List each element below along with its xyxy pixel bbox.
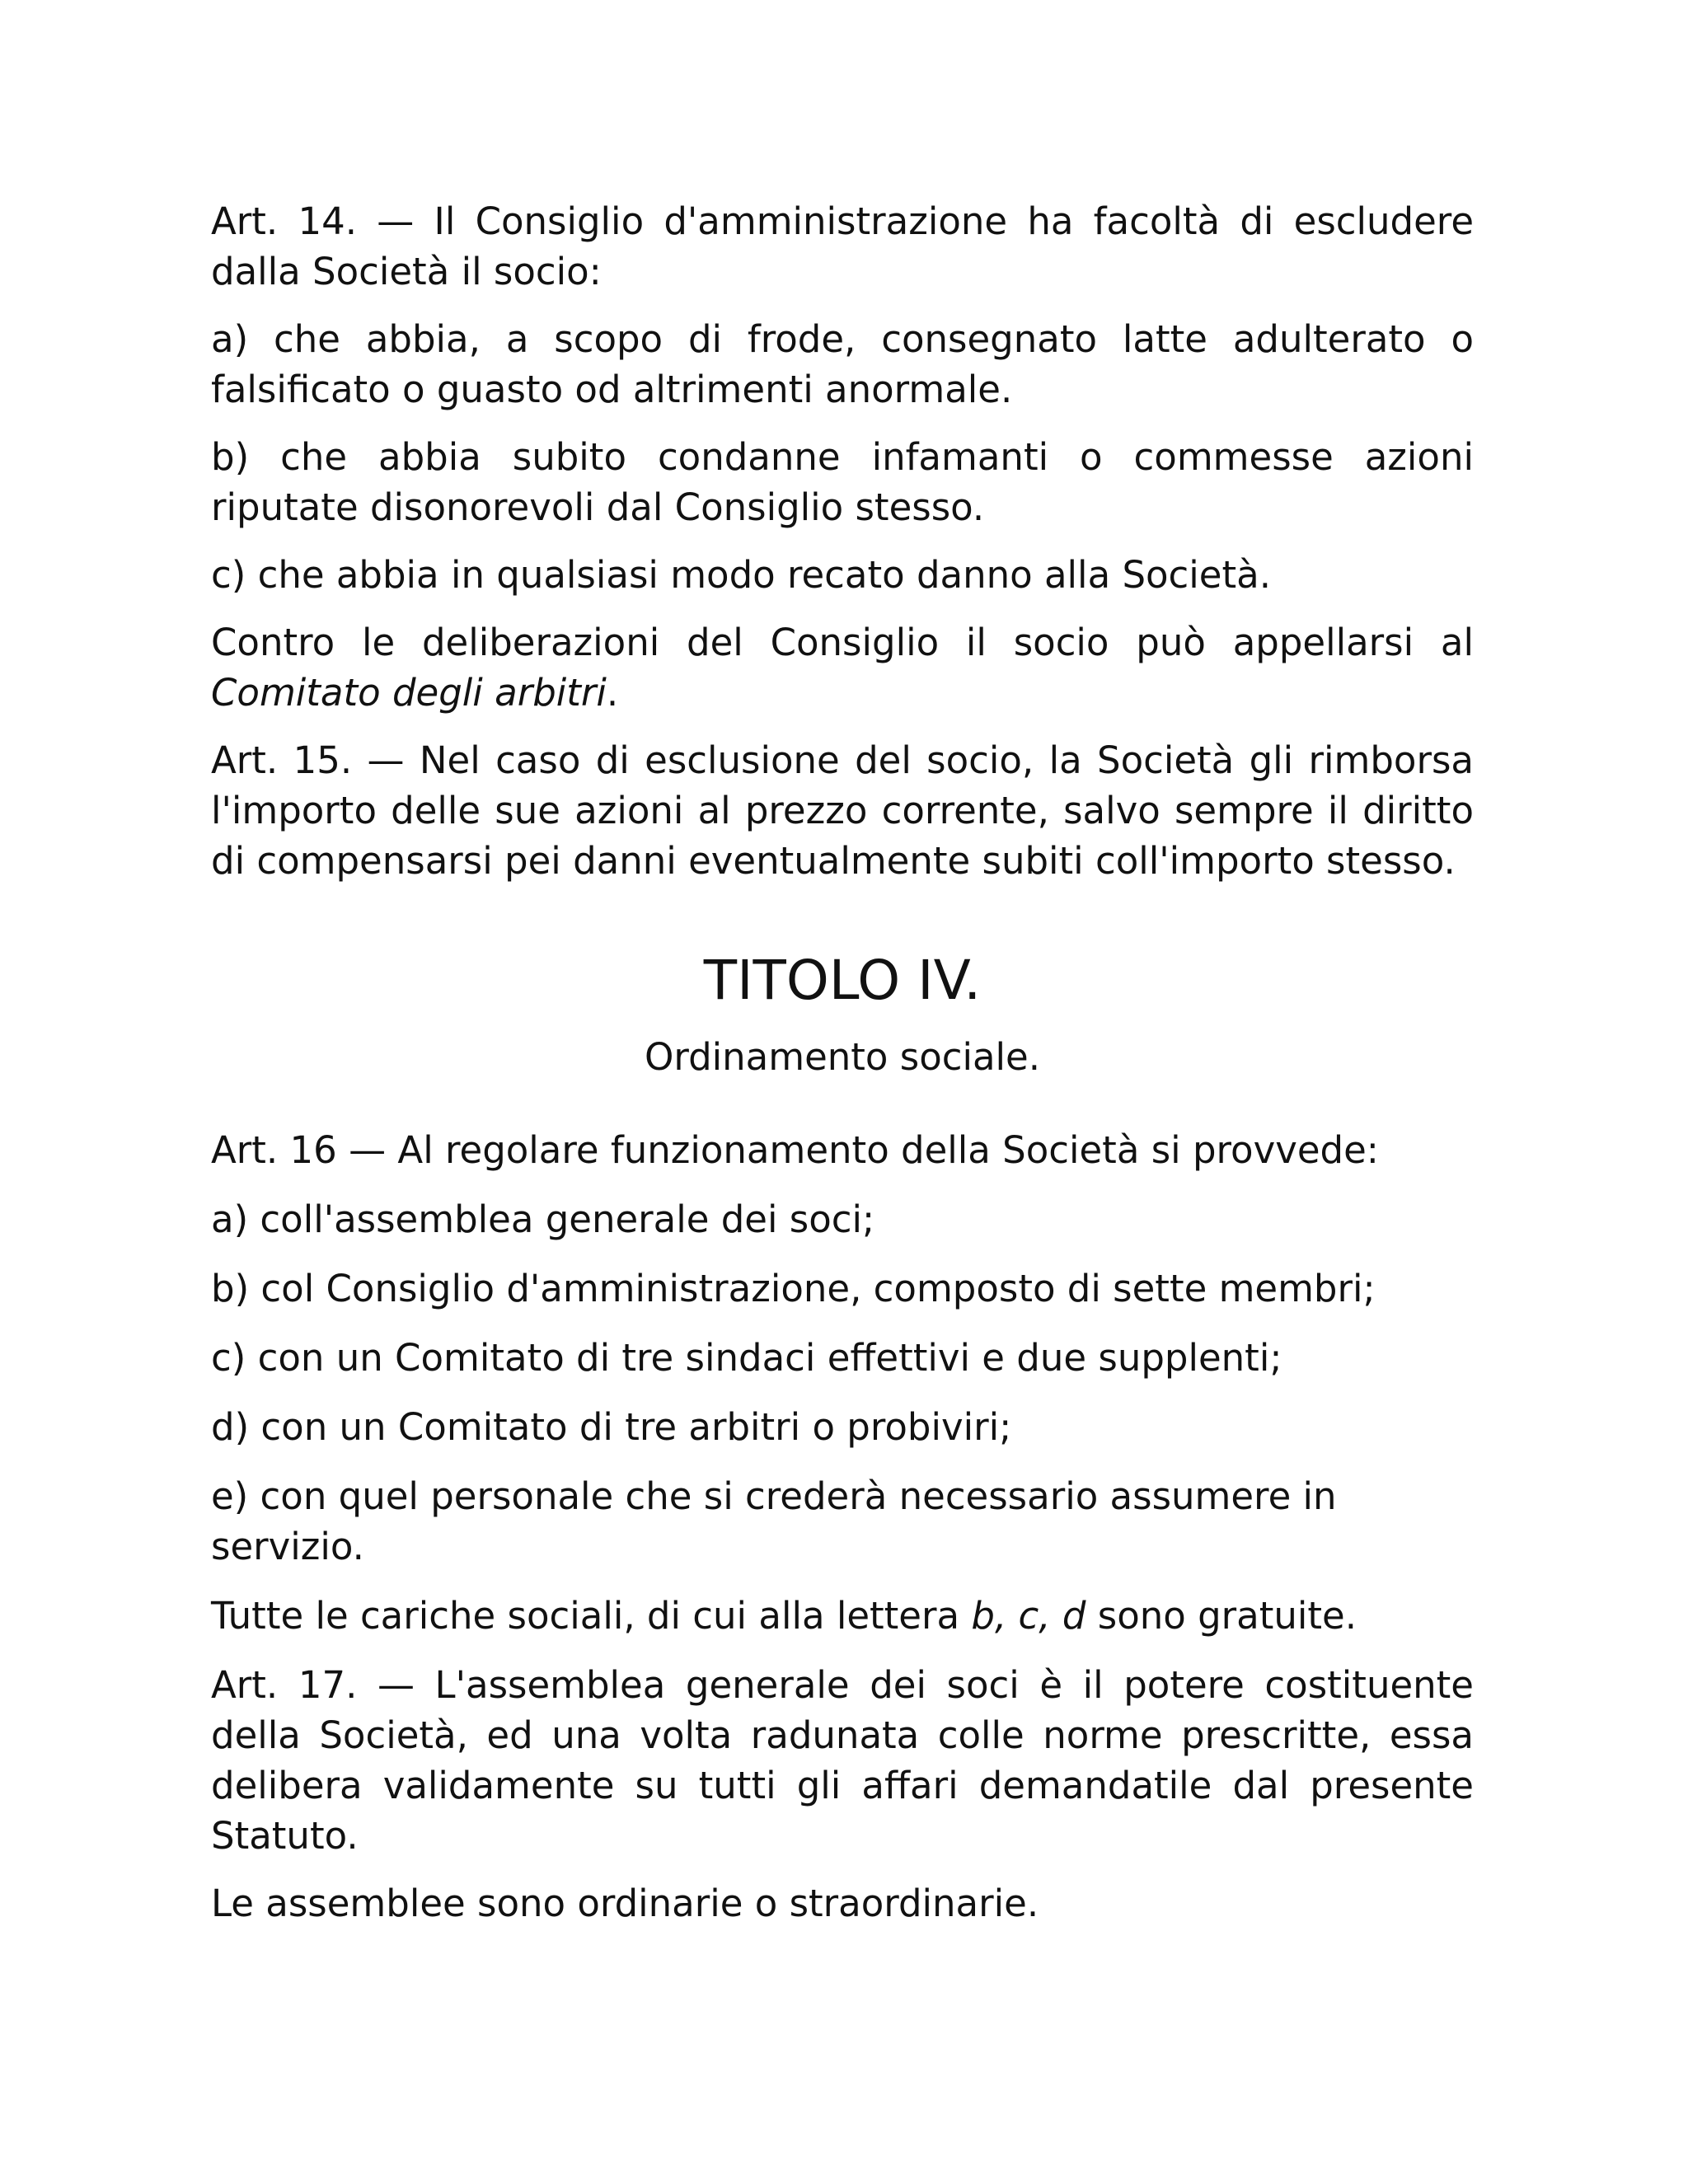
titolo-subheading: Ordinamento sociale. — [644, 1035, 1041, 1079]
art14-item-c: c) che abbia in qualsiasi modo recato danno alla Società. — [211, 553, 1271, 597]
art16-item-a: a) coll'assemblea generale dei soci; — [211, 1197, 875, 1241]
art14-appeal-paragraph — [211, 617, 1474, 718]
art16-item-b: b) col Consiglio d'amministrazione, composto di sette membri; — [211, 1267, 1376, 1310]
art16-item-d: d) con un Comitato di tre arbitri o probiviri; — [211, 1405, 1012, 1449]
art14-item-a: a) che abbia, a scopo di frode, consegnato latte adulterato o falsificato o guasto od altrimenti anormale. — [211, 317, 1474, 411]
art14-paragraph: Art. 14. — Il Consiglio d'amministrazione ha facoltà di escludere dalla Società il socio: — [211, 199, 1474, 293]
art14-appeal-text: Contro le deliberazioni del Consiglio il socio può appellarsi al — [211, 621, 1474, 664]
art17-types: Le assemblee sono ordinarie o straordinarie. — [211, 1882, 1039, 1925]
art16-item-c: c) con un Comitato di tre sindaci effettivi e due supplenti; — [211, 1336, 1282, 1380]
art14-item-b: b) che abbia subito condanne infamanti o commesse azioni riputate disonorevoli dal Consiglio stesso. — [211, 435, 1474, 529]
art16-note-text: Tutte le cariche sociali, di cui alla lettera — [211, 1594, 972, 1638]
art15-paragraph: Art. 15. — Nel caso di esclusione del socio, la Società gli rimborsa l'importo delle sue azioni al prezzo corrente, salvo sempre il diritto di compensarsi pei danni eventualmente subiti coll'importo stesso. — [211, 738, 1474, 883]
art16-note-italic: b, c, d — [971, 1594, 1086, 1638]
art14-appeal-italic: Comitato degli arbitri — [211, 671, 607, 715]
art16-item-e: e) con quel personale che si crederà necessario assumere in servizio. — [211, 1474, 1337, 1568]
document-page — [211, 196, 1474, 1929]
titolo-heading: TITOLO IV. — [703, 949, 982, 1012]
art16-note-paragraph — [211, 1591, 1474, 1641]
art14-appeal-end: . — [606, 671, 619, 715]
art16-paragraph: Art. 16 — Al regolare funzionamento della Società si provvede: — [211, 1128, 1379, 1172]
art16-note-end: sono gratuite. — [1085, 1594, 1357, 1638]
art17-paragraph: Art. 17. — L'assemblea generale dei soci è il potere costituente della Società, ed una volta radunata colle norme prescritte, essa delibera validamente su tutti gli affari demandatile dal presente Statuto. — [211, 1663, 1474, 1858]
